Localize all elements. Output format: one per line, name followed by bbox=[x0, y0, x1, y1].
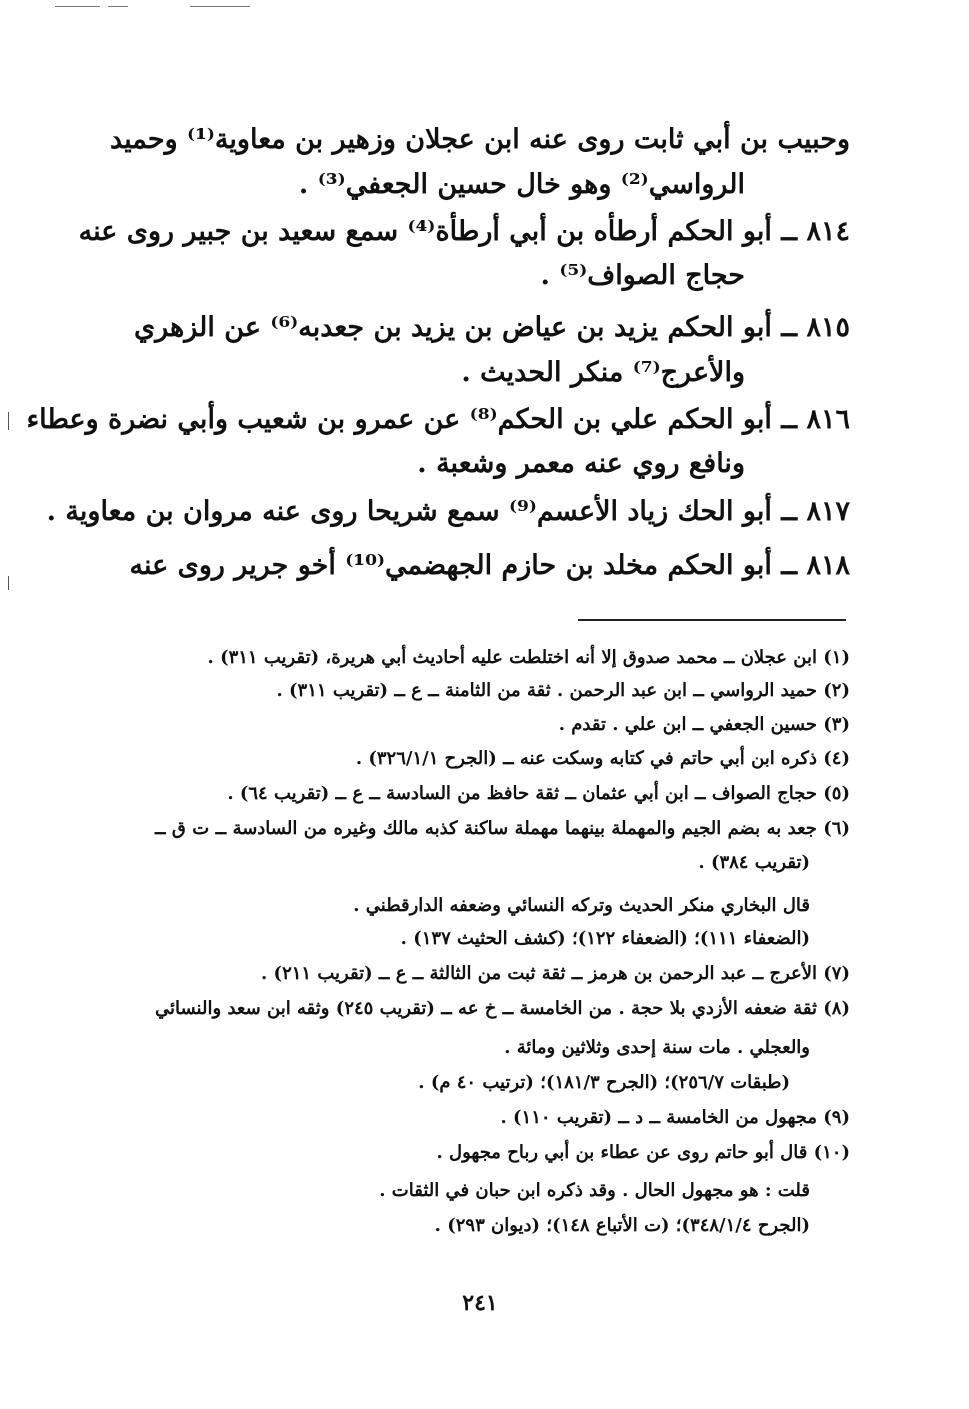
footnote-2: (٢) حميد الرواسي ــ ابن عبد الرحمن . ثقة من الثامنة ــ ع ــ (تقريب ٣١١) . bbox=[276, 680, 850, 701]
text-line: الرواسي⁽²⁾ وهو خال حسين الجعفي⁽³⁾ . bbox=[298, 169, 745, 200]
footnote-line: (الجرح ٣٤٨/١/٤)؛ (ت الأتباع ١٤٨)؛ (ديوان ٢٩٣) . bbox=[434, 1215, 810, 1236]
footnote-7: (٧) الأعرج ــ عبد الرحمن بن هرمز ــ ثقة ثبت من الثالثة ــ ع ــ (تقريب ٢١١) . bbox=[261, 963, 850, 984]
scan-mark bbox=[190, 6, 250, 7]
text-line: وحبيب بن أبي ثابت روى عنه ابن عجلان وزهير بن معاوية⁽¹⁾ وحميد bbox=[109, 124, 850, 155]
footnote-1: (١) ابن عجلان ــ محمد صدوق إلا أنه اختلطت عليه أحاديث أبي هريرة، (تقريب ٣١١) . bbox=[207, 647, 850, 668]
entry-818: ٨١٨ ــ أبو الحكم مخلد بن حازم الجهضمي⁽¹⁰⁾ أخو جرير روى عنه bbox=[129, 550, 850, 581]
footnote-line: (الضعفاء ١١١)؛ (الضعفاء ١٢٢)؛ (كشف الحثيث ١٣٧) . bbox=[400, 928, 810, 949]
entry-815: ٨١٥ ــ أبو الحكم يزيد بن عياض بن يزيد بن جعدبه⁽⁶⁾ عن الزهري bbox=[133, 312, 850, 343]
scan-mark bbox=[8, 576, 9, 590]
entry-816: ٨١٦ ــ أبو الحكم علي بن الحكم⁽⁸⁾ عن عمرو بن شعيب وأبي نضرة وعطاء bbox=[26, 404, 850, 435]
footnote-8: (٨) ثقة ضعفه الأزدي بلا حجة . من الخامسة ــ خ عه ــ (تقريب ٢٤٥) وثقه ابن سعد والنسائي bbox=[155, 998, 850, 1019]
footnote-line: (تقريب ٣٨٤) . bbox=[698, 852, 810, 873]
footnote-line: قلت : هو مجهول الحال . وقد ذكره ابن حبان في الثقات . bbox=[379, 1180, 810, 1201]
footnote-separator bbox=[578, 619, 846, 621]
scan-mark bbox=[8, 412, 9, 430]
text-line: والأعرج⁽⁷⁾ منكر الحديث . bbox=[461, 357, 745, 388]
footnote-line: قال البخاري منكر الحديث وتركه النسائي وضعفه الدارقطني . bbox=[353, 895, 810, 916]
text-line: حجاج الصواف⁽⁵⁾ . bbox=[540, 260, 745, 291]
footnote-3: (٣) حسين الجعفي ــ ابن علي . تقدم . bbox=[558, 714, 850, 735]
page-number: ٢٤١ bbox=[462, 1290, 498, 1316]
text-line: ونافع روي عنه معمر وشعبة . bbox=[417, 448, 745, 479]
footnote-5: (٥) حجاج الصواف ــ ابن أبي عثمان ــ ثقة حافظ من السادسة ــ ع ــ (تقريب ٦٤) . bbox=[227, 783, 850, 804]
scan-mark bbox=[108, 6, 128, 7]
entry-817: ٨١٧ ــ أبو الحك زياد الأعسم⁽⁹⁾ سمع شريحا روى عنه مروان بن معاوية . bbox=[46, 496, 850, 527]
footnote-10: (١٠) قال أبو حاتم روى عن عطاء بن أبي رباح مجهول . bbox=[436, 1142, 850, 1163]
entry-814: ٨١٤ ــ أبو الحكم أرطأه بن أبي أرطأة⁽⁴⁾ سمع سعيد بن جبير روى عنه bbox=[78, 216, 850, 247]
footnote-line: والعجلي . مات سنة إحدى وثلاثين ومائة . bbox=[504, 1037, 810, 1058]
footnote-9: (٩) مجهول من الخامسة ــ د ــ (تقريب ١١٠) . bbox=[500, 1107, 850, 1128]
footnote-line: (طبقات ٢٥٦/٧)؛ (الجرح ١٨١/٣)؛ (ترتيب ٤٠ م) . bbox=[418, 1072, 790, 1093]
footnote-4: (٤) ذكره ابن أبي حاتم في كتابه وسكت عنه ــ (الجرح ٣٢٦/١/١) . bbox=[355, 748, 850, 769]
footnote-6: (٦) جعد به بضم الجيم والمهملة بينهما مهملة ساكنة كذبه مالك وغيره من السادسة ــ ت ق ــ bbox=[155, 818, 850, 839]
scan-mark bbox=[55, 6, 100, 7]
